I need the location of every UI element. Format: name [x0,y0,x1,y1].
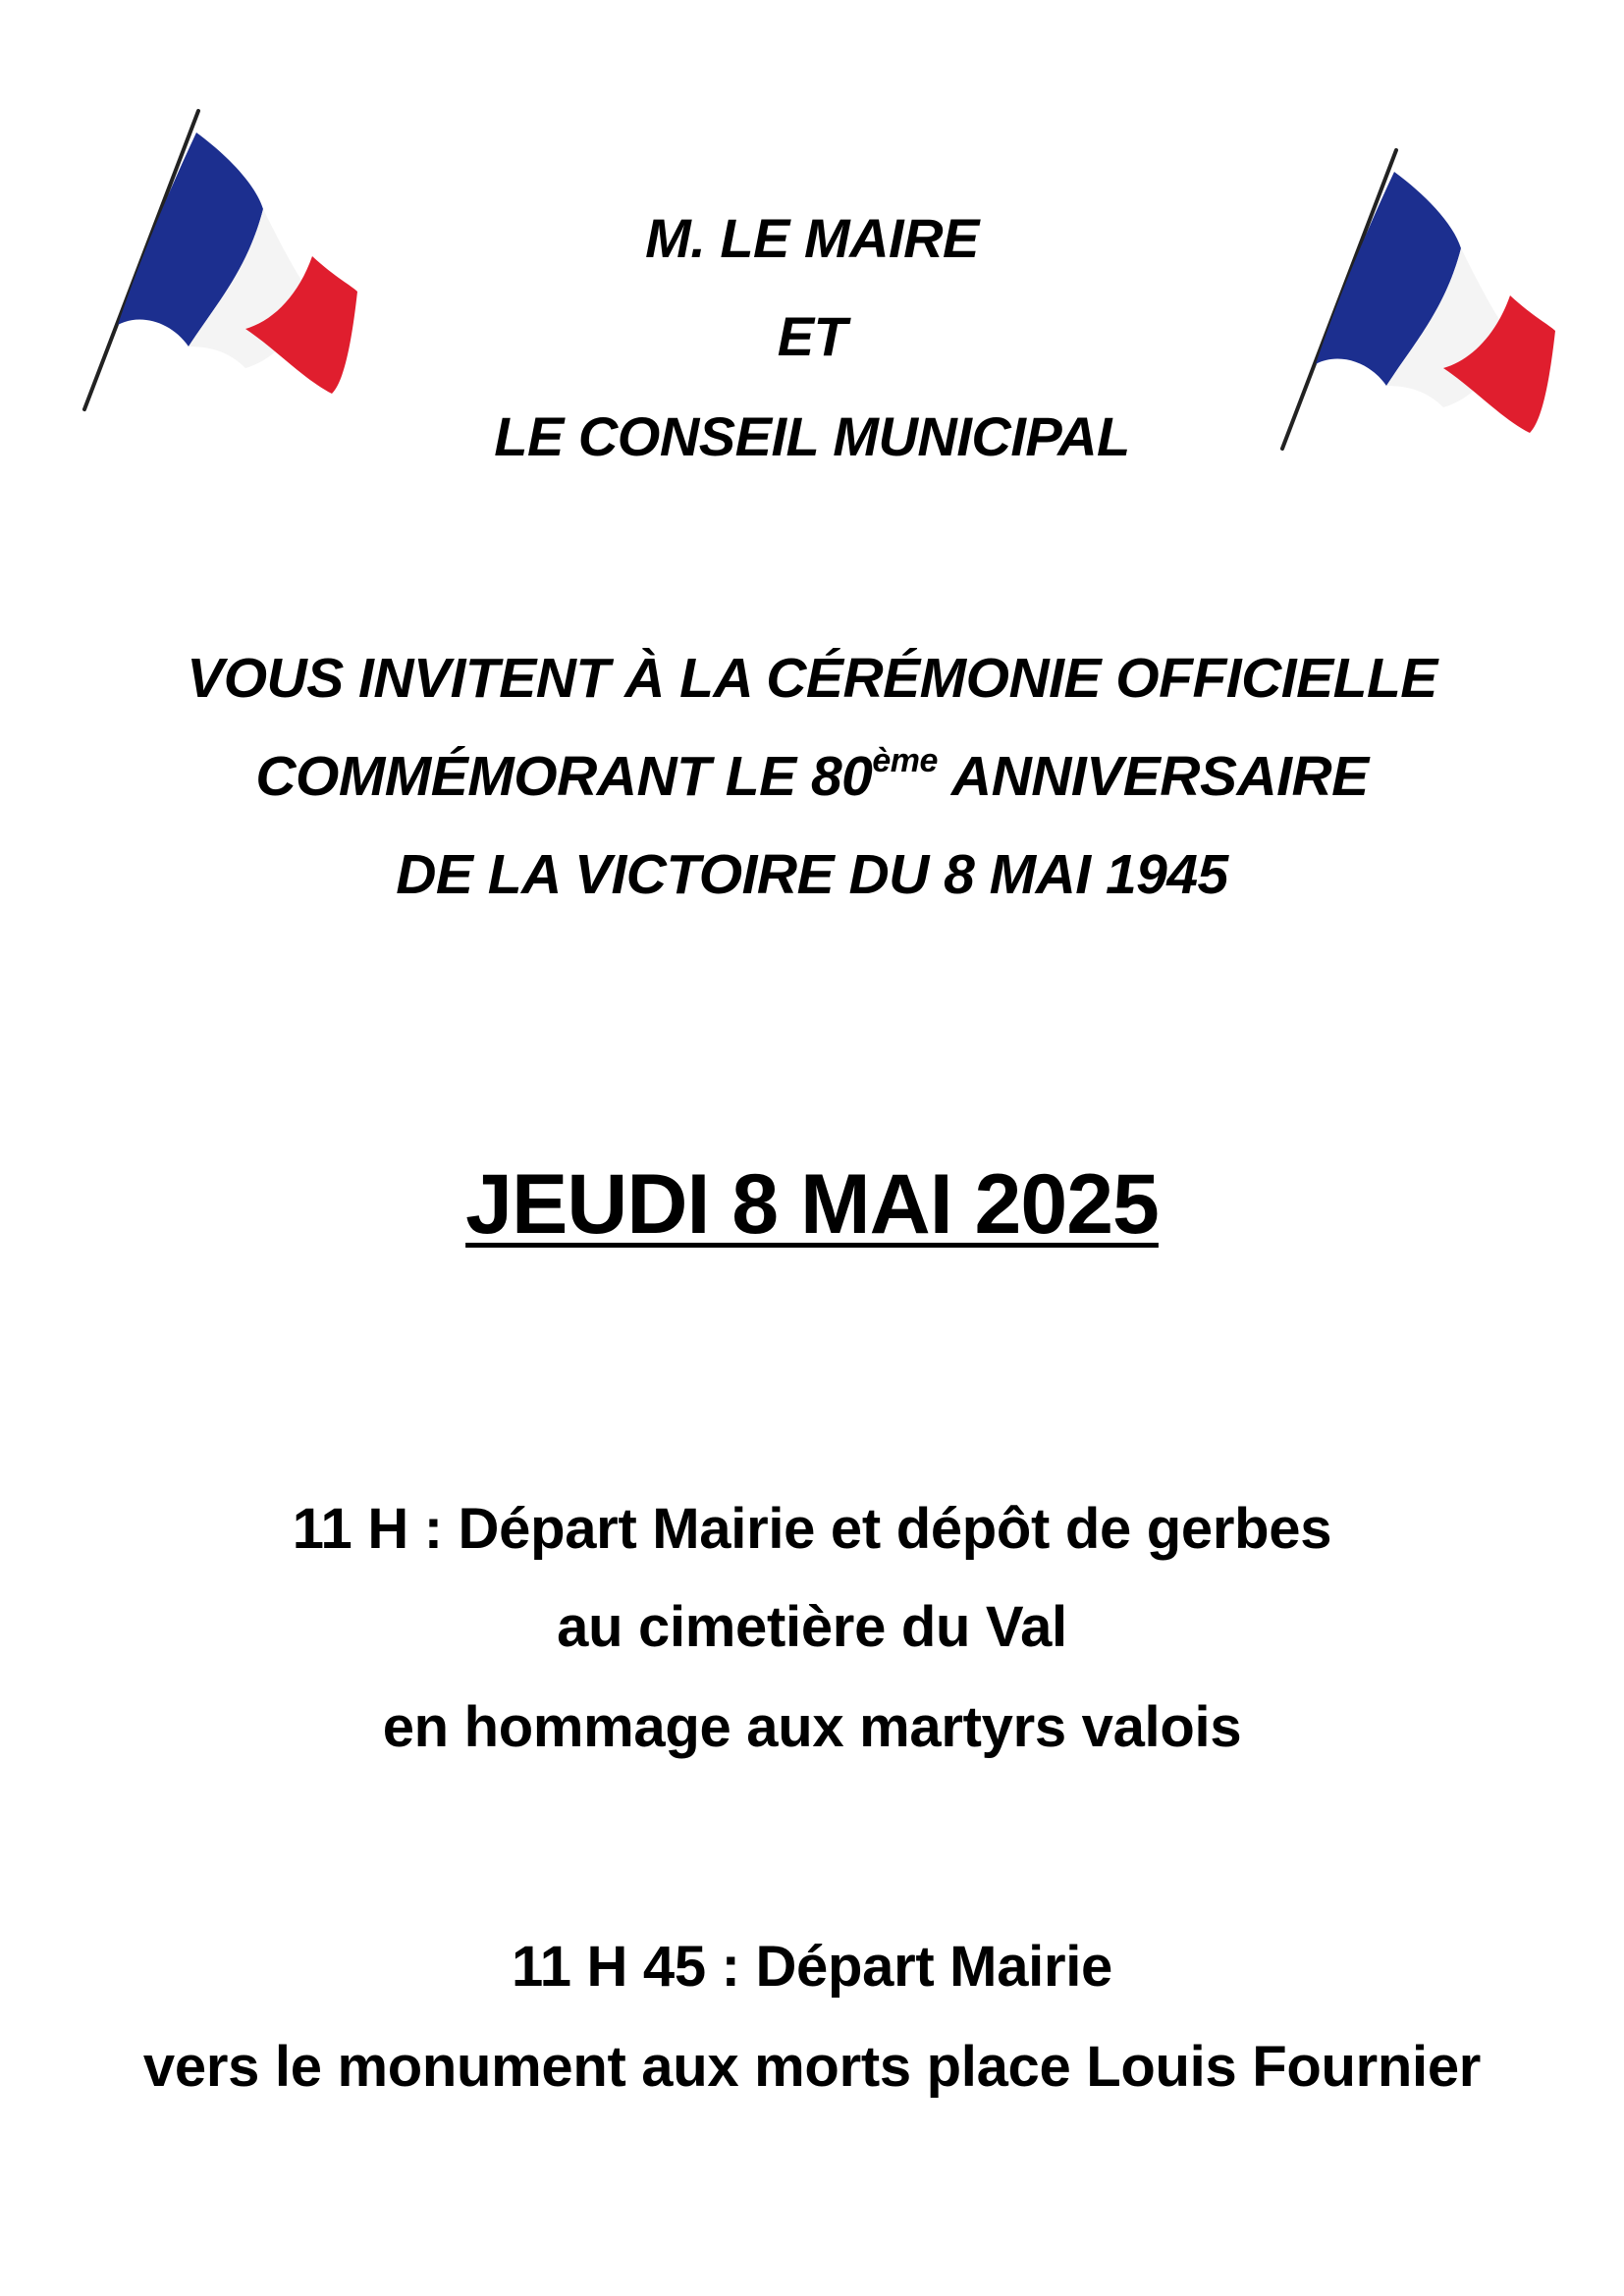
invitation-line-1: VOUS INVITENT À LA CÉRÉMONIE OFFICIELLE [187,647,1437,710]
header-line-council: LE CONSEIL MUNICIPAL [494,405,1130,467]
invitation-line-3: DE LA VICTOIRE DU 8 MAI 1945 [396,843,1228,906]
invitation-line-2-end: ANNIVERSAIRE [950,745,1369,808]
schedule-2-line-2: vers le monument aux morts place Louis Fournier [142,2035,1482,2099]
schedule-1-line-2: au cimetière du Val [557,1595,1067,1659]
invitation-line-2 [0,744,1624,809]
schedule-2-line-1: 11 H 45 : Départ Mairie [511,1935,1113,1999]
event-date: JEUDI 8 MAI 2025 [465,1157,1159,1252]
schedule-1-line-3: en hommage aux martyrs valois [382,1695,1242,1759]
schedule-1-line-1: 11 H : Départ Mairie et dépôt de gerbes [292,1497,1332,1561]
header-line-mayor: M. LE MAIRE [645,207,979,269]
invitation-line-2-main: COMMÉMORANT LE 80 [255,745,873,808]
ordinal-suffix: ème [872,742,938,779]
header-line-and: ET [777,305,847,367]
